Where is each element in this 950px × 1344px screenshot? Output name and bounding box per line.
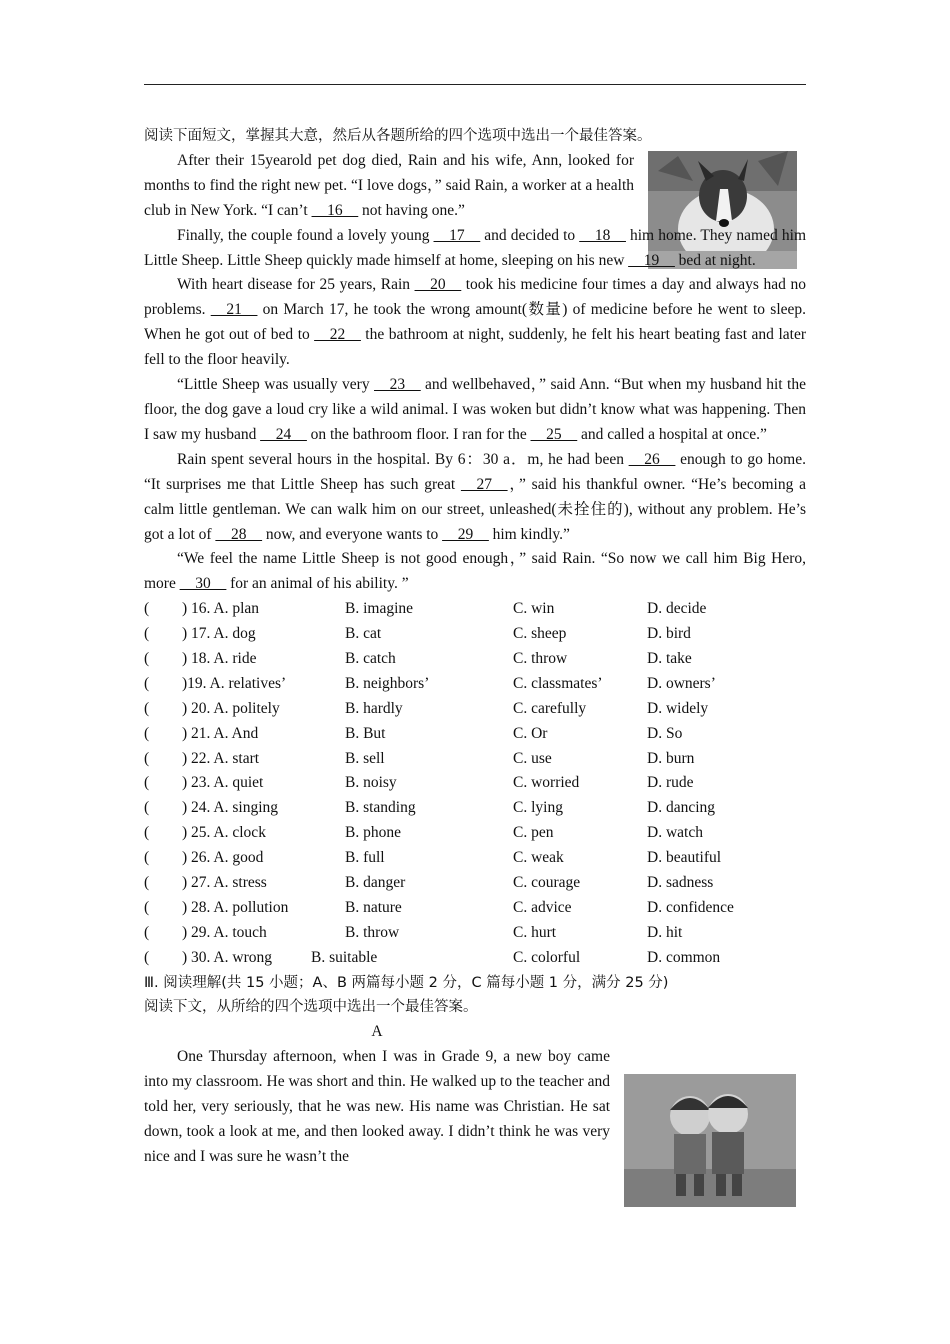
instruction-cloze: 阅读下面短文，掌握其大意，然后从各题所给的四个选项中选出一个最佳答案。: [144, 128, 652, 144]
top-rule: [144, 84, 806, 85]
answer-paren[interactable]: (: [144, 799, 150, 817]
answer-paren[interactable]: (: [144, 650, 150, 667]
blank-27: __27__: [461, 475, 508, 493]
option-row: ( ) 16. A. plan B. imagine C. win D. decide: [144, 597, 806, 622]
option-row: ( ) 22. A. start B. sell C. use D. burn: [144, 747, 806, 772]
blank-20: __20__: [414, 276, 462, 294]
answer-paren[interactable]: (: [144, 824, 150, 842]
answer-paren[interactable]: (: [144, 774, 150, 792]
option-row: ( ) 21. A. And B. But C. Or D. So: [144, 722, 806, 747]
blank-25: __25__: [530, 425, 578, 443]
options-list: [144, 597, 806, 970]
blank-30: __30__: [179, 575, 227, 593]
instruction-reading: 阅读下文，从所给的四个选项中选出一个最佳答案。: [144, 999, 478, 1016]
blank-24: __24__: [260, 425, 307, 443]
answer-paren[interactable]: (: [144, 849, 150, 867]
option-row: ( ) 26. A. good B. full C. weak D. beautiful: [144, 846, 806, 871]
blank-21: __21__: [210, 301, 258, 319]
answer-paren[interactable]: (: [144, 898, 150, 916]
blank-29: __29__: [442, 525, 489, 543]
option-row: ( ) 17. A. dog B. cat C. sheep D. bird: [144, 622, 806, 647]
blank-28: __28__: [215, 525, 262, 543]
blank-22: __22__: [314, 326, 361, 344]
paragraph-3: With heart disease for 25 years, Rain __20__ took his medicine four times a day and always had no problems. __21__ on March 17, he took the wrong amount(数量) of medicine before he went to sleep. When he got out of bed to __22__ the bathroom at night, suddenly, he felt his heart beating fast and later fell to the floor heavily.: [144, 276, 807, 369]
blank-16: __16__: [311, 201, 359, 219]
paragraph-1: After their 15yearold pet dog died, Rain and his wife, Ann, looked for months to find the right new pet. “I love dogs，” said Rain, a worker at a health club in New York. “I can’t __16__ not having one.”: [144, 151, 634, 219]
answer-paren[interactable]: (: [144, 923, 150, 941]
answer-paren[interactable]: (: [144, 699, 150, 717]
option-row: ( ) 27. A. stress B. danger C. courage D. sadness: [144, 871, 806, 896]
paragraph-4: “Little Sheep was usually very __23__ and wellbehaved，” said Ann. “But when my husband hit the floor, the dog gave a loud cry like a wild animal. I was woken but didn’t know what was happening. Then I saw my husband __24__ on the bathroom floor. I ran for the __25__ and called a hospital at once.”: [144, 376, 806, 443]
paragraph-2: Finally, the couple found a lovely young __17__ and decided to __18__ him home. They named him Little Sheep. Little Sheep quickly made himself at home, sleeping on his new __19__ bed at night.: [144, 226, 807, 269]
paragraph-5: Rain spent several hours in the hospital. By 6：30 a．m, he had been __26__ enough to go home. “It surprises me that Little Sheep has such great __27__，” said his thankful owner. “He’s becoming a calm little gentleman. We can walk him on our street, unleashed(未拴住的), without any problem. He’s got a lot of __28__ now, and everyone wants to __29__ him kindly.”: [144, 450, 806, 543]
blank-26: __26__: [628, 450, 676, 468]
paragraph-6: “We feel the name Little Sheep is not good enough，” said Rain. “So now we call him Big Hero, more __30__ for an animal of his ability. ”: [144, 550, 806, 593]
answer-paren[interactable]: (: [144, 874, 150, 892]
option-row: ( ) 25. A. clock B. phone C. pen D. watch: [144, 821, 806, 846]
blank-23: __23__: [374, 376, 421, 394]
passage-a-text: One Thursday afternoon, when I was in Grade 9, a new boy came into my classroom. He was short and thin. He walked up to the teacher and told her, very seriously, that he was new. His name was Christian. He sat down, took a look at me, and then looked away. I didn’t think he was very nice and I was sure he wasn’t the: [144, 1048, 610, 1165]
option-row: ( ) 18. A. ride B. catch C. throw D. take: [144, 647, 806, 672]
section-heading-reading: Ⅲ. 阅读理解(共 15 小题；A、B 两篇每小题 2 分，C 篇每小题 1 分，满分 25 分): [144, 974, 669, 991]
answer-paren[interactable]: (: [144, 674, 150, 692]
option-row: ( ) 20. A. politely B. hardly C. carefully D. widely: [144, 697, 806, 722]
answer-paren[interactable]: (: [144, 600, 150, 618]
option-row: ( )19. A. relatives’ B. neighbors’ C. classmates’ D. owners’: [144, 672, 806, 697]
answer-paren[interactable]: (: [144, 625, 150, 643]
exam-content: [144, 124, 806, 1170]
option-row: ( ) 28. A. pollution B. nature C. advice D. confidence: [144, 896, 806, 921]
answer-paren[interactable]: (: [144, 724, 150, 742]
answer-paren[interactable]: (: [144, 749, 150, 767]
passage-label: A: [371, 1023, 383, 1041]
blank-19: __19__: [628, 251, 675, 269]
blank-17: __17__: [433, 226, 481, 244]
answer-paren[interactable]: (: [144, 948, 150, 966]
option-row: ( ) 30. A. wrong B. suitable C. colorful D. common: [144, 946, 806, 971]
option-row: ( ) 29. A. touch B. throw C. hurt D. hit: [144, 921, 806, 946]
blank-18: __18__: [579, 226, 626, 244]
option-row: ( ) 23. A. quiet B. noisy C. worried D. rude: [144, 771, 806, 796]
option-row: ( ) 24. A. singing B. standing C. lying D. dancing: [144, 796, 806, 821]
